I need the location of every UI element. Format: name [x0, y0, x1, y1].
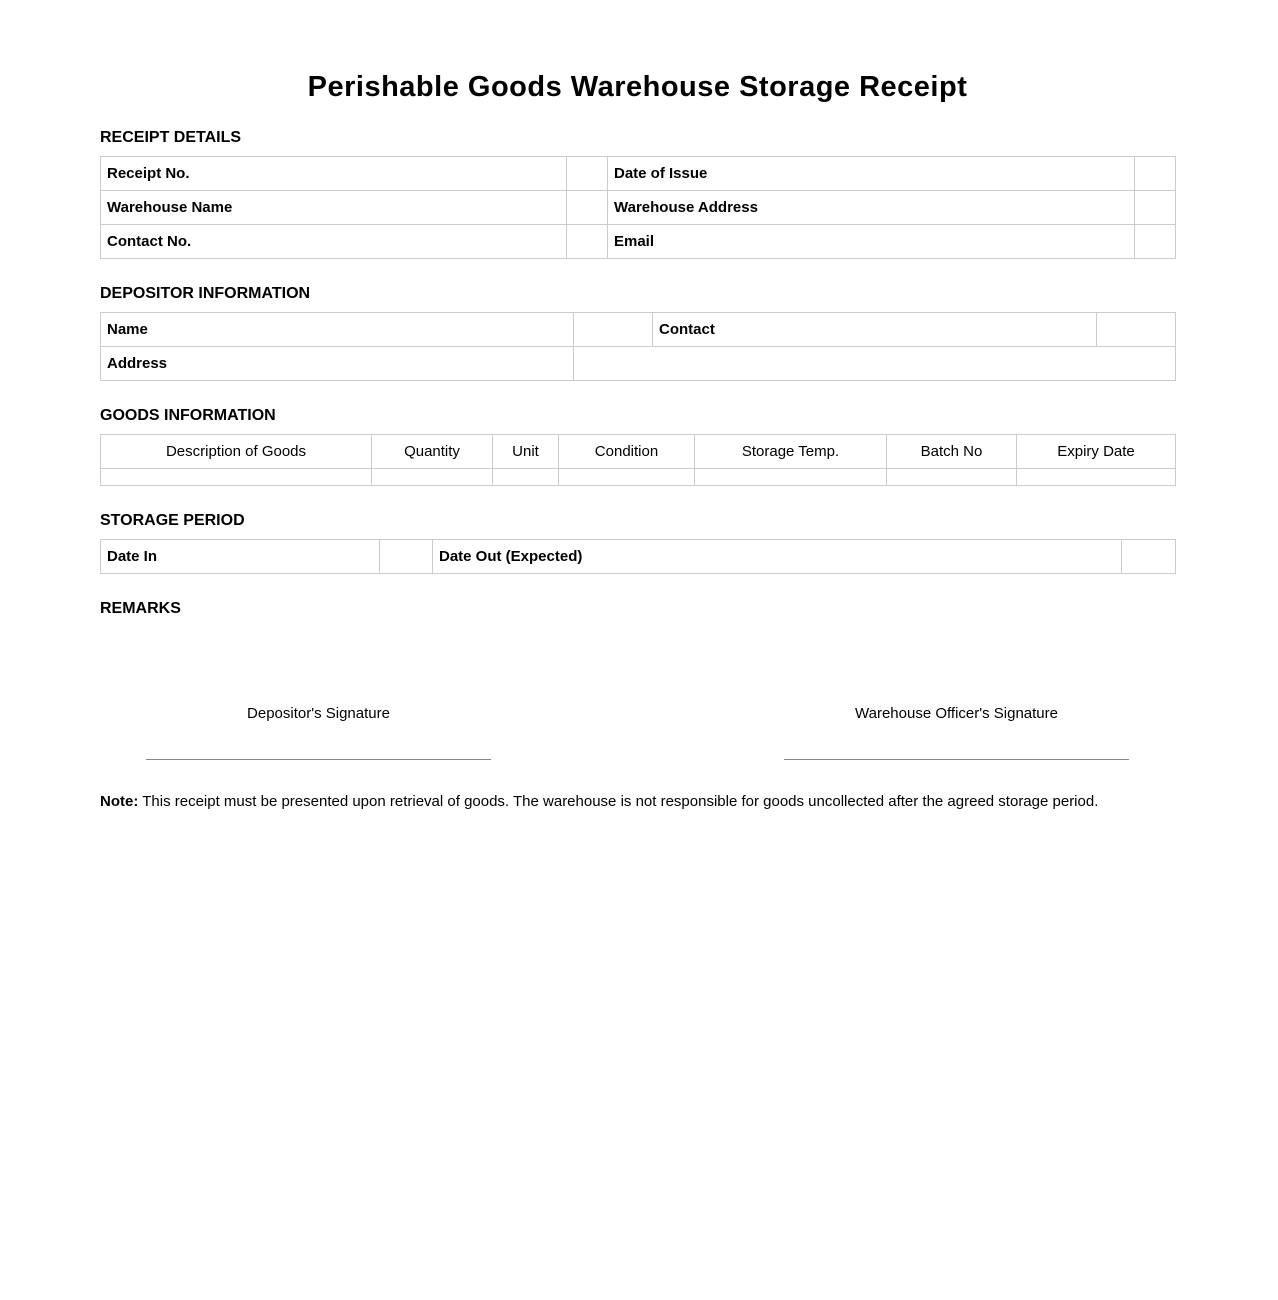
date-in-value-cell	[380, 540, 433, 574]
officer-signature-area	[738, 705, 1175, 760]
contact-no-label: Contact No.	[101, 225, 567, 259]
note-text: This receipt must be presented upon retrieval of goods. The warehouse is not responsible for goods uncollected after the agreed storage period.	[142, 793, 1099, 810]
section-heading-receipt-details: RECEIPT DETAILS	[100, 129, 242, 146]
section-heading-remarks: REMARKS	[100, 600, 181, 617]
goods-col-condition: Condition	[559, 435, 695, 469]
table-row	[101, 540, 1176, 574]
depositor-address-value-cell	[574, 347, 1176, 381]
officer-signature-label: Warehouse Officer's Signature	[855, 705, 1058, 722]
depositor-signature-area	[100, 705, 537, 760]
goods-col-storage-temp: Storage Temp.	[695, 435, 887, 469]
date-in-label: Date In	[101, 540, 380, 574]
section-heading-storage-period: STORAGE PERIOD	[100, 512, 245, 529]
depositor-signature-line	[146, 759, 491, 760]
note	[100, 793, 1175, 811]
receipt-no-value-cell	[567, 157, 608, 191]
table-row	[101, 157, 1176, 191]
goods-col-quantity: Quantity	[372, 435, 493, 469]
warehouse-address-label: Warehouse Address	[608, 191, 1135, 225]
date-of-issue-value-cell	[1135, 157, 1176, 191]
date-of-issue-label: Date of Issue	[608, 157, 1135, 191]
table-row	[101, 313, 1176, 347]
receipt-details-table	[100, 156, 1176, 259]
storage-period-table	[100, 539, 1176, 574]
table-row	[101, 191, 1176, 225]
contact-no-value-cell	[567, 225, 608, 259]
goods-information-table	[100, 434, 1176, 486]
document-page	[100, 0, 1175, 811]
goods-condition-cell	[559, 469, 695, 486]
officer-signature-line	[784, 759, 1129, 760]
signature-block	[100, 705, 1175, 760]
table-row	[101, 225, 1176, 259]
goods-col-unit: Unit	[493, 435, 559, 469]
depositor-signature-label: Depositor's Signature	[247, 705, 390, 722]
date-out-label: Date Out (Expected)	[433, 540, 1122, 574]
note-label: Note:	[100, 793, 139, 810]
warehouse-address-value-cell	[1135, 191, 1176, 225]
goods-col-expiry-date: Expiry Date	[1017, 435, 1176, 469]
goods-col-description: Description of Goods	[101, 435, 372, 469]
section-heading-depositor-information: DEPOSITOR INFORMATION	[100, 285, 311, 302]
warehouse-name-label: Warehouse Name	[101, 191, 567, 225]
goods-description-cell	[101, 469, 372, 486]
email-label: Email	[608, 225, 1135, 259]
page-title: Perishable Goods Warehouse Storage Receipt	[307, 71, 968, 103]
depositor-contact-value-cell	[1097, 313, 1176, 347]
goods-unit-cell	[493, 469, 559, 486]
goods-quantity-cell	[372, 469, 493, 486]
goods-col-batch-no: Batch No	[887, 435, 1017, 469]
section-heading-goods-information: GOODS INFORMATION	[100, 407, 276, 424]
goods-header-row	[101, 435, 1176, 469]
receipt-no-label: Receipt No.	[101, 157, 567, 191]
depositor-information-table	[100, 312, 1176, 381]
table-row	[101, 347, 1176, 381]
depositor-address-label: Address	[101, 347, 574, 381]
date-out-value-cell	[1122, 540, 1176, 574]
depositor-contact-label: Contact	[653, 313, 1097, 347]
goods-expiry-date-cell	[1017, 469, 1176, 486]
depositor-name-value-cell	[574, 313, 653, 347]
goods-entry-row	[101, 469, 1176, 486]
warehouse-name-value-cell	[567, 191, 608, 225]
goods-batch-no-cell	[887, 469, 1017, 486]
email-value-cell	[1135, 225, 1176, 259]
goods-storage-temp-cell	[695, 469, 887, 486]
depositor-name-label: Name	[101, 313, 574, 347]
